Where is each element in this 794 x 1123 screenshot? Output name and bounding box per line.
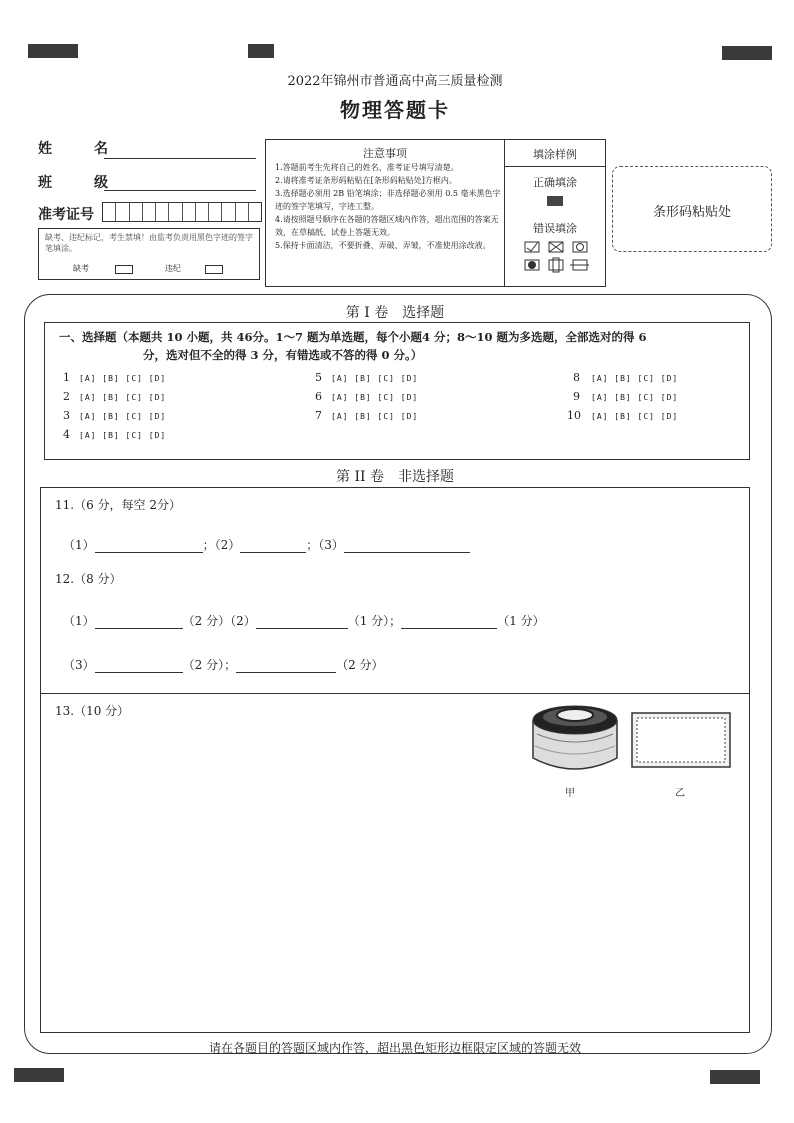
notes-box [265,139,505,287]
wrong-fill-samples-icon [523,240,589,274]
multiple-choice-box [44,322,750,460]
q11-part3-label: ；（3） [306,538,344,552]
exam-title: 2022年锦州市普通高中高三质量检测 [287,74,503,89]
barcode-label: 条形码粘贴处 [652,205,731,220]
q13-box[interactable] [40,693,750,1033]
name-label: 姓 名 [38,141,122,157]
question-number: 10 [567,409,581,422]
class-label: 班 级 [38,175,122,191]
registration-mark-bottom-right [710,1070,760,1084]
q11-blank3[interactable] [344,540,470,553]
absent-checkbox[interactable] [115,265,133,274]
answer-options[interactable]: [A] [B] [C] [D] [591,393,679,402]
question-number: 4 [63,428,70,441]
section2-title: 第 II 卷 非选择题 [336,469,454,485]
question-number: 2 [63,390,70,403]
q12-part1-label: （1） [63,614,95,628]
card-title: 物理答题卡 [340,98,450,122]
q11-blank2[interactable] [240,540,306,553]
registration-mark-bottom-left [14,1068,64,1082]
q11-blank1[interactable] [95,540,203,553]
registration-mark-top-center [248,44,274,58]
q13-title: 13.（10 分） [55,704,130,718]
rectangle-frame-figure [631,712,731,768]
violation-checkbox[interactable] [205,265,223,274]
question-number: 1 [63,371,70,384]
name-field[interactable] [104,158,256,159]
q12-score5: （2 分） [336,658,384,672]
answer-options[interactable]: [A] [B] [C] [D] [79,412,167,421]
answer-options[interactable]: [A] [B] [C] [D] [591,412,679,421]
q12-score4: （2 分）； [182,658,237,672]
answer-options[interactable]: [A] [B] [C] [D] [591,374,679,383]
violation-label: 违纪 [165,264,181,273]
answer-options[interactable]: [A] [B] [C] [D] [331,374,419,383]
correct-fill-label: 正确填涂 [533,176,577,189]
question-number: 5 [315,371,322,384]
cylinder-container-figure [527,700,623,776]
figure-yi-label: 乙 [675,788,685,799]
q11-part1-label: （1） [63,538,95,552]
absent-label: 缺考 [73,264,89,273]
figure-jia-label: 甲 [565,788,575,799]
fill-example-box [504,139,606,287]
question-number: 8 [573,371,580,384]
notes-title: 注意事项 [363,147,407,160]
q12-title: 12.（8 分） [55,572,122,586]
answer-options[interactable]: [A] [B] [C] [D] [331,412,419,421]
section1-title: 第 I 卷 选择题 [345,305,445,321]
q11-title: 11.（6 分，每空 2分） [55,498,181,512]
q12-blank2[interactable] [256,616,348,629]
note-item: 4.请按照题号顺序在各题的答题区域内作答，超出范围的答案无效，在草稿纸、试卷上答题无效。 [275,215,499,237]
q12-blank1[interactable] [95,616,183,629]
answer-options[interactable]: [A] [B] [C] [D] [331,393,419,402]
mc-instruction-line2: 分，选对但不全的得 3 分，有错选或不答的得 0 分。） [143,348,423,362]
registration-mark-top-right [722,46,772,60]
notes-list [275,161,501,252]
q12-blank4[interactable] [95,660,183,673]
q11-answers [63,536,470,553]
note-item: 5.保持卡面清洁，不要折叠、弄破、弄皱，不准使用涂改液。 [275,241,491,250]
registration-mark-top-left [28,44,78,58]
q12-score2: （1 分）； [347,614,402,628]
barcode-area[interactable] [612,166,772,252]
correct-fill-sample [547,196,563,206]
exam-number-label: 准考证号 [38,207,94,223]
answer-options[interactable]: [A] [B] [C] [D] [79,431,167,440]
footer-warning: 请在各题目的答题区域内作答，超出黑色矩形边框限定区域的答题无效 [208,1041,581,1055]
exam-number-grid[interactable] [102,202,262,222]
question-number: 3 [63,409,70,422]
q12-answers-row1 [63,612,545,629]
q12-blank5[interactable] [236,660,336,673]
note-item: 3.选择题必须用 2B 铅笔填涂；非选择题必须用 0.5 毫米黑色字迹的签字笔填写，字迹工整。 [275,189,501,211]
q12-score1: （2 分）（2） [182,614,256,628]
q11-q12-box [40,487,750,694]
q12-part3-label: （3） [63,658,95,672]
answer-options[interactable]: [A] [B] [C] [D] [79,393,167,402]
q12-blank3[interactable] [401,616,497,629]
absence-notice-text: 缺考、违纪标记，考生禁填！由监考负责用黑色字迹的签字笔填涂。 [45,233,253,253]
class-field[interactable] [104,190,256,191]
question-number: 9 [573,390,580,403]
q12-score3: （1 分） [497,614,545,628]
question-number: 7 [315,409,322,422]
answer-options[interactable]: [A] [B] [C] [D] [79,374,167,383]
q12-answers-row2 [63,656,384,673]
note-item: 1.答题前考生先将自己的姓名、准考证号填写清楚。 [275,163,459,172]
mc-instruction-line1: 一、选择题（本题共 10 小题，共 46分。1～7 题为单选题，每个小题4 分；8～10 题为多选题，全部选对的得 6 [59,330,647,344]
question-number: 6 [315,390,322,403]
wrong-fill-label: 错误填涂 [533,222,577,235]
fill-example-title: 填涂样例 [533,148,577,161]
q11-part2-label: ；（2） [202,538,241,552]
absence-notice-box [38,228,260,280]
note-item: 2.请将准考证条形码粘贴在[条形码粘贴处]方框内。 [275,176,457,185]
